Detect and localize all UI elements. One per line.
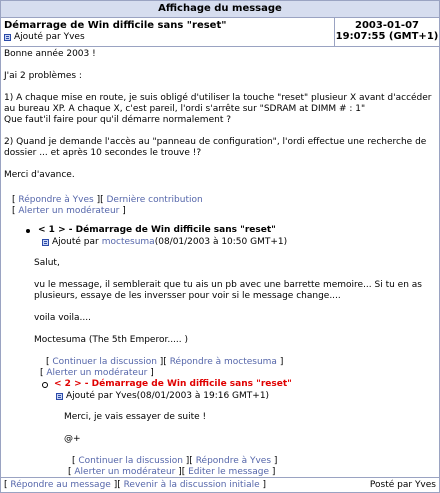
message-actions: [ Répondre à Yves ][ Dernière contribution [ Alerter un modérateur ] [12, 195, 203, 216]
message-date: 2003-01-07 [355, 20, 419, 31]
continue-discussion-link[interactable]: Continuer la discussion [78, 456, 183, 466]
author-moctesuma-link[interactable]: moctesuma [101, 237, 155, 247]
reply-message-link[interactable]: Répondre au message [10, 480, 111, 490]
posted-by: Posté par Yves [369, 480, 436, 490]
back-to-discussion-link[interactable]: Revenir à la discussion initiale [123, 480, 260, 490]
author-line: Ajouté par Yves [14, 32, 85, 42]
reply-1-by-prefix: Ajouté par [52, 237, 99, 247]
reply-1-title: < 1 > - Démarrage de Win difficile sans "reset" [38, 225, 276, 235]
alert-moderator-link[interactable]: Alerter un modérateur [18, 206, 120, 216]
reply-1-line: voila voila.... [34, 313, 92, 323]
continue-discussion-link[interactable]: Continuer la discussion [52, 357, 157, 367]
last-contribution-link[interactable]: Dernière contribution [106, 195, 203, 205]
reply-1-line: Salut, [34, 258, 60, 268]
circle-bullet-icon [42, 382, 48, 388]
alert-moderator-link[interactable]: Alerter un modérateur [74, 467, 176, 477]
reply-1-line: Moctesuma (The 5th Emperor..... ) [34, 335, 189, 345]
panel-title: Affichage du message [1, 1, 439, 18]
edit-message-link[interactable]: Editer le message [188, 467, 269, 477]
reply-1 [26, 225, 436, 478]
message-icon [56, 393, 63, 400]
reply-2-line: Merci, je vais essayer de suite ! [64, 412, 207, 422]
message-datetime [334, 18, 439, 46]
reply-yves-link[interactable]: Répondre à Yves [195, 456, 272, 466]
reply-2-by: Ajouté par Yves(08/01/2003 à 19:16 GMT+1) [66, 391, 270, 401]
reply-moctesuma-link[interactable]: Répondre à moctesuma [169, 357, 277, 367]
bullet-icon [26, 229, 30, 233]
message-body [1, 47, 439, 480]
body-line: Merci d'avance. [4, 170, 75, 180]
reply-2-line: @+ [64, 434, 81, 444]
reply-2-title: < 2 > - Démarrage de Win difficile sans "reset" [54, 379, 292, 389]
message-icon [42, 239, 49, 246]
reply-2 [42, 379, 436, 478]
reply-1-datetime: (08/01/2003 à 10:50 GMT+1) [154, 237, 288, 247]
reply-1-line: vu le message, il semblerait que tu ais un pb avec une barrette memoire... Si tu en as plusieurs, essaye de les inversser pour voir si le message change.... [34, 280, 422, 301]
body-line: 1) A chaque mise en route, je suis obligé d'utiliser la touche "reset" plusieur X avant d'accéder au bureau XP. A chaque X, c'est pareil, l'ordi s'arrête sur "SDRAM at DIMM # : 1" [4, 93, 432, 114]
message-header [1, 18, 439, 47]
reply-2-actions: [ Continuer la discussion ][ Répondre à Yves ] [ Alerter un modérateur ][ Editer le message ] [68, 456, 278, 477]
message-subject: Démarrage de Win difficile sans "reset" [4, 20, 227, 31]
body-line: 2) Quand je demande l'accès au "panneau de configuration", l'ordi effectue une recherche de dossier ... et après 10 secondes le trouve !? [4, 137, 427, 158]
reply-1-actions: [ Continuer la discussion ][ Répondre à moctesuma ] [ Alerter un modérateur ] [40, 357, 284, 378]
footer-bar: [ Répondre au message ][ Revenir à la discussion initiale ] Posté par Yves [1, 477, 439, 492]
body-line: Que faut'il faire pour qu'il démarre normalement ? [4, 115, 231, 125]
message-icon [4, 34, 11, 41]
message-time: 19:07:55 (GMT+1) [335, 31, 439, 42]
body-line: J'ai 2 problèmes : [4, 71, 82, 81]
reply-yves-link[interactable]: Répondre à Yves [18, 195, 94, 205]
body-line: Bonne année 2003 ! [4, 49, 96, 59]
alert-moderator-link[interactable]: Alerter un modérateur [46, 368, 148, 378]
